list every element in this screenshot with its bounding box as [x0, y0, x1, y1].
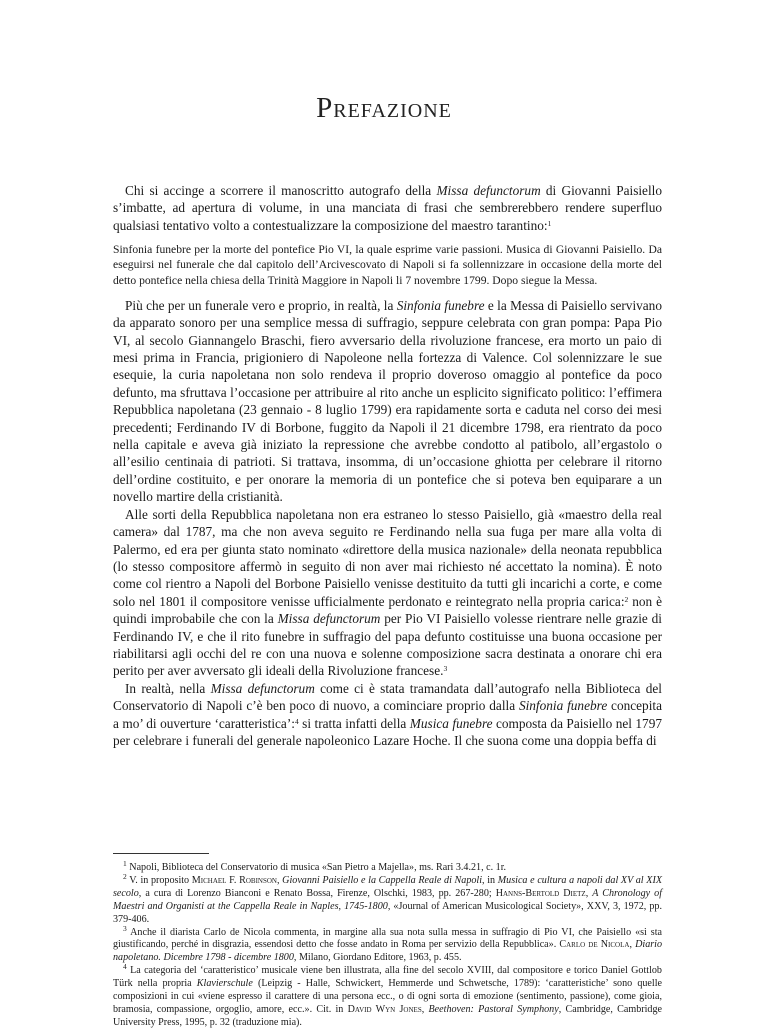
footnote-ref-3[interactable]: 3: [443, 664, 448, 674]
footnote-ref-4[interactable]: 4: [294, 716, 299, 726]
footnote-3: $^3$ Anche il diarista Carlo de Nicola commenta, in margine alla sua nota sulla messa in suffragio di Pio VI, che Paisiello «si sta giustificando, perché in disgrazia, essendosi detto che fosse andato in Roma per servizio della Repubblica». Carlo de Nicola, Diario napoletano. Dicembre 1798 - dicembre 1800, Milano, Giordano Editore, 1963, p. 455.: [113, 923, 663, 964]
paragraph-1: Chi si accinge a scorrere il manoscritto autografo della Missa defunctorum di Giovanni Paisiello s’imbatte, ad apertura di volume, in una manciata di frasi che sembrerebbero rendere superfluo qualsiasi tentativo volto a contestualizzare la composizione del maestro tarantino:$^1$: [113, 183, 662, 233]
footnote-2: $^2$ V. in proposito Michael F. Robinson, Giovanni Paisiello e la Cappella Reale di Napoli, in Musica e cultura a napoli dal XV al XIX secolo, a cura di Lorenzo Bianconi e Renato Bossa, Firenze, Olschki, 1983, pp. 267-280; Hanns-Bertold Dietz, A Chronology of Maestri and Organisti at the Cappella Reale in Naples, 1745-1800, «Journal of American Musicological Society», XXV, 3, 1972, pp. 379-406.: [113, 871, 662, 925]
footnote-1: $^1$ Napoli, Biblioteca del Conservatorio di musica «San Pietro a Majella», ms. Rari 3.4.21, c. 1r.: [123, 859, 507, 873]
paragraph-3: Alle sorti della Repubblica napoletana non era estraneo lo stesso Paisiello, già «maestro della real camera» dal 1787, ma che non aveva seguito re Ferdinando nella sua fuga per mare alla volta di Palermo, ed era per giunta stato nominato «direttore della musica nazionale» della neonata repubblica (lo stesso compositore affermò in seguito di non aver mai richiesto né accettato la nomina). È noto come col rientro a Napoli del Borbone Paisiello venisse destituito da tutti gli incarichi a corte, e come solo nel 1801 il compositore venisse ufficialmente perdonato e reintegrato nella propria carica:$^2$ non è quindi improbabile che con la Missa defunctorum per Pio VI Paisiello volesse rientrare nelle grazie di Ferdinando IV, e che il rito funebre in suffragio del papa defunto costituisse una buona occasione per riabilitarsi agli occhi del re con una nuova e solenne composizione sacra destinata a onorare chi era perito per aver avversato gli ideali della Rivoluzione francese.$^3$: [113, 506, 662, 679]
footnote-divider: [113, 853, 209, 854]
footnotes: [113, 859, 663, 1030]
footnote-ref-1[interactable]: 1: [547, 218, 552, 228]
paragraph-2: Più che per un funerale vero e proprio, in realtà, la Sinfonia funebre e la Messa di Paisiello servivano da apparato sonoro per una semplice messa di suffragio, seppure celebrata con gran pompa: Papa Pio VI, al secolo Giannangelo Braschi, fiero avversario della rivoluzione francese, era morto un paio di mesi prima in Francia, prigioniero di Napoleone nella fortezza di Valence. Col solennizzare le sue esequie, la curia napoletana non solo rendeva il proprio doveroso omaggio al pontefice da poco defunto, ma sfruttava l’occasione per attribuire al rito anche un esplicito significato politico: l’effimera Repubblica napoletana (23 gennaio - 8 luglio 1799) era rapidamente sorta e caduta nel corso dei mesi precedenti; Ferdinando IV di Borbone, fuggito da Napoli il 21 dicembre 1798, era rientrato da poco nella capitale e aveva già iniziato la repressione che avrebbe condotto al patibolo, all’ergastolo o all’esilio centinaia di patrioti. Si trattava, insomma, di un’occasione ghiotta per celebrare il ritorno dell’ordine costituito, e per onorare la memoria di un pontefice che si poteva ben equiparare a un novello martire della cristianità.: [113, 297, 662, 505]
block-quote: Sinfonia funebre per la morte del pontefice Pio VI, la quale esprime varie passioni. Musica di Giovanni Paisiello. Da eseguirsi nel funerale che dal capitolo dell’Arcivescovato di Napoli si fa sollennizzare in occasione della morte del detto pontefice nella chiesa della Trinità Maggiore in Napoli li 7 novembre 1799. Dopo siegue la Messa.: [113, 243, 662, 287]
page-title: Prefazione: [316, 92, 452, 124]
main-text: [113, 182, 662, 749]
footnote-4: $^4$ La categoria del ‘caratteristico’ musicale viene ben illustrata, alla fine del secolo XVIII, dal compositore e torico Daniel Gottlob Türk nella propria Klavierschule (Leipzig - Halle, Schwickert, Hemmerde und Schwetsche, 1789): ‘caratteristiche’ sono quelle composizioni in cui «viene espresso il carattere di una persona ecc., o di ogni sorta di emozione (sentimento, passione), come gioia, bramosia, compassione, orgoglio, amore, ecc.». Cit. in David Wyn Jones, Beethoven: Pastoral Symphony, Cambridge, Cambridge University Press, 1995, p. 32 (traduzione mia).: [113, 962, 663, 1028]
paragraph-4: In realtà, nella Missa defunctorum come ci è stata tramandata dall’autografo nella Biblioteca del Conservatorio di Napoli c’è ben poco di nuovo, a cominciare proprio dalla Sinfonia funebre concepita a mo’ di ouverture ‘caratteristica’:$^4$ si tratta infatti della Musica funebre composta da Paisiello nel 1797 per celebrare i funerali del generale napoleonico Lazare Hoche. Il che suona come una doppia beffa di: [113, 680, 662, 748]
footnote-ref-2[interactable]: 2: [624, 594, 629, 604]
